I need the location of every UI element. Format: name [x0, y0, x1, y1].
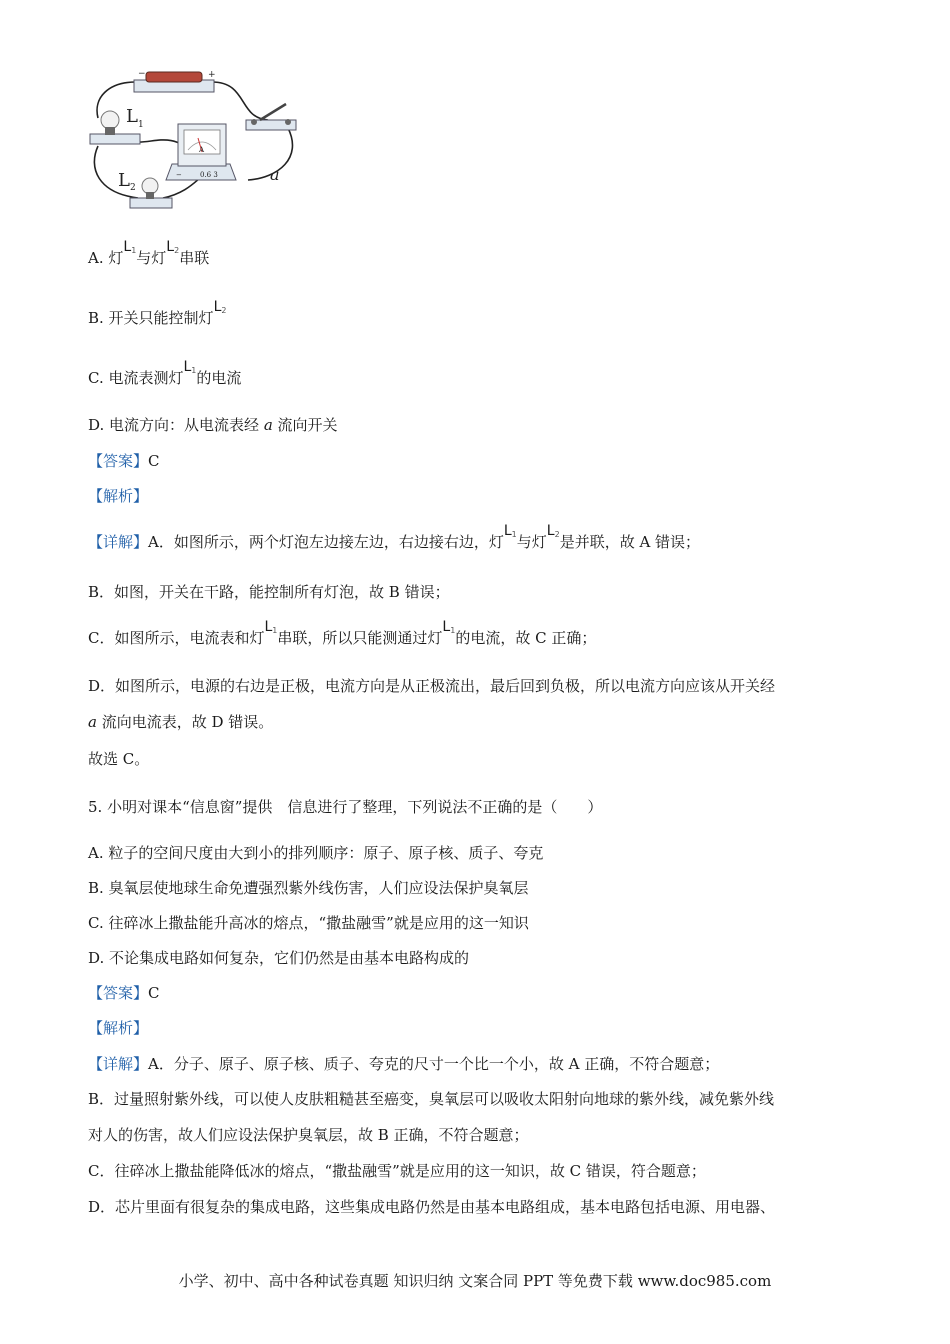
- q5-option-a: A. 粒子的空间尺度由大到小的排列顺序：原子、原子核、质子、夸克: [88, 844, 544, 862]
- q4-detail-c: C．如图所示，电流表和灯L1串联，所以只能测通过灯L1的电流，故 C 正确；: [88, 619, 597, 647]
- wire-a-label: a: [270, 165, 280, 184]
- symbol-l2: L2: [213, 299, 227, 315]
- q4-detail-d-line2: a 流向电流表，故 D 错误。: [88, 713, 274, 731]
- symbol-l1: L1: [264, 619, 278, 635]
- q5-answer: [88, 983, 160, 1003]
- answer-tag: 【答案】: [88, 984, 149, 1002]
- q5-analysis-heading: 【解析】: [88, 1019, 149, 1037]
- q4-option-b: B. 开关只能控制灯L2: [88, 299, 227, 327]
- lamp-l1-label: L: [126, 106, 138, 127]
- symbol-l1: L1: [503, 523, 517, 539]
- q4-option-c: C. 电流表测灯L1的电流: [88, 359, 242, 387]
- circuit-diagram: [88, 68, 303, 218]
- q4-option-d: D. 电流方向：从电流表经 a 流向开关: [88, 416, 338, 434]
- ammeter-letter: A: [199, 146, 205, 154]
- q4-analysis-heading: 【解析】: [88, 487, 149, 505]
- q4-detail-b: B．如图，开关在干路，能控制所有灯泡，故 B 错误；: [88, 583, 450, 601]
- q5-option-d: D. 不论集成电路如何复杂，它们仍然是由基本电路构成的: [88, 949, 470, 967]
- q5-detail-a: 【详解】A．分子、原子、原子核、质子、夸克的尺寸一个比一个小，故 A 正确，不符合题意；: [88, 1055, 720, 1073]
- ammeter-scale-label: 0.6 3: [200, 171, 218, 179]
- q5-detail-d: D．芯片里面有很复杂的集成电路，这些集成电路仍然是由基本电路组成，基本电路包括电源、用电器、: [88, 1198, 776, 1216]
- symbol-l2: L2: [166, 239, 180, 255]
- q5-detail-b-line2: 对人的伤害，故人们应设法保护臭氧层，故 B 正确，不符合题意；: [88, 1126, 529, 1144]
- symbol-l1: L1: [123, 239, 137, 255]
- q4-option-a: A. 灯L1与灯L2串联: [88, 239, 210, 267]
- battery-minus-label: −: [138, 69, 146, 79]
- q5-option-c: C. 往碎冰上撒盐能升高冰的熔点，“撒盐融雪”就是应用的这一知识: [88, 914, 529, 932]
- ammeter-minus-label: −: [176, 171, 182, 179]
- q4-conclusion: 故选 C。: [88, 750, 150, 768]
- symbol-l1: L1: [183, 359, 197, 375]
- q4-answer: [88, 451, 160, 471]
- q5-detail-c: C．往碎冰上撒盐能降低冰的熔点，“撒盐融雪”就是应用的这一知识，故 C 错误，符合题意；: [88, 1162, 706, 1180]
- q5-option-b: B. 臭氧层使地球生命免遭强烈紫外线伤害，人们应设法保护臭氧层: [88, 879, 529, 897]
- symbol-l2: L2: [546, 523, 560, 539]
- answer-tag: 【答案】: [88, 452, 149, 470]
- symbol-l1: L1: [442, 619, 456, 635]
- answer-value: C: [148, 452, 160, 470]
- lamp-l1-subscript: 1: [138, 120, 144, 130]
- answer-value: C: [148, 984, 160, 1002]
- q4-detail-d-line1: D．如图所示，电源的右边是正极，电流方向是从正极流出，最后回到负极，所以电流方向应该从开关经: [88, 677, 776, 695]
- lamp-l2-label: L: [118, 170, 130, 191]
- lamp-l2-subscript: 2: [130, 183, 136, 193]
- q5-detail-b-line1: B．过量照射紫外线，可以使人皮肤粗糙甚至癌变，臭氧层可以吸收太阳射向地球的紫外线，减免紫外线: [88, 1090, 775, 1108]
- q5-stem: 5. 小明对课本“信息窗”提供 信息进行了整理，下列说法不正确的是（ ）: [88, 798, 603, 816]
- q4-detail-a: 【详解】A．如图所示，两个灯泡左边接左边，右边接右边，灯L1与灯L2是并联，故 A 错误；: [88, 523, 701, 551]
- battery-plus-label: +: [208, 70, 216, 80]
- page-footer: 小学、初中、高中各种试卷真题 知识归纳 文案合同 PPT 等免费下载 www.doc985.com: [178, 1272, 772, 1290]
